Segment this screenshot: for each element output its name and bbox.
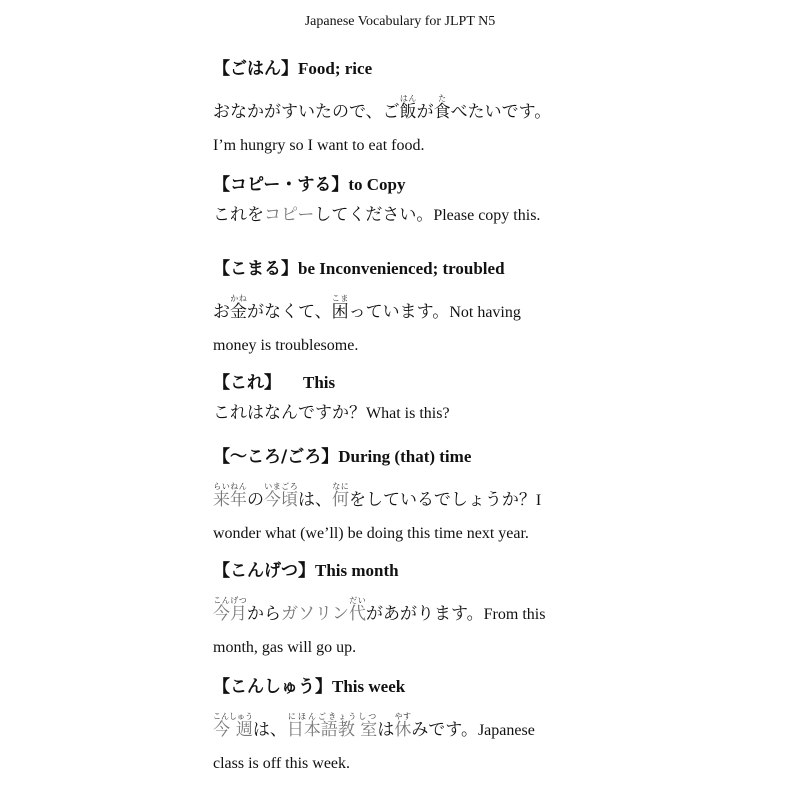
vocab-entry-koro-goro xyxy=(213,446,633,544)
ruby-word: 休やす xyxy=(394,712,412,740)
ruby-word: 食た xyxy=(433,94,451,122)
headword xyxy=(213,174,633,196)
sentence-text: ガソリン xyxy=(281,604,349,624)
translation: Japanese xyxy=(477,722,535,739)
ruby-word: 日本語教 室にほんごきょうしつ xyxy=(286,712,378,740)
sentence-text: べたいです。 xyxy=(450,102,552,122)
sentence-text: が xyxy=(416,102,434,122)
sentence-text: おなかがすいたので、ご xyxy=(213,102,400,122)
ruby-word: 代だい xyxy=(349,596,366,624)
example-sentence xyxy=(213,294,633,324)
sentence-text: してください。 xyxy=(314,205,434,225)
headword-english: This xyxy=(303,373,336,392)
headword-english: be Inconvenienced; troubled xyxy=(298,259,505,278)
translation: Please copy this. xyxy=(433,207,541,224)
vocab-entry-konshuu xyxy=(213,676,633,774)
headword-english: This month xyxy=(315,561,399,580)
translation-continued: class is off this week. xyxy=(213,755,351,772)
translation-continued: wonder what (we’ll) be doing this time next year. xyxy=(213,525,529,542)
ruby-word: 何なに xyxy=(332,482,349,510)
sentence-text: から xyxy=(247,604,281,624)
headword-japanese: 【こまる】 xyxy=(213,259,298,279)
vocab-entry-komaru xyxy=(213,258,633,356)
ruby-word: 金かね xyxy=(230,294,247,322)
sentence-text: みです。 xyxy=(411,720,478,740)
translation: From this xyxy=(483,606,546,623)
vocab-entry-kongetsu xyxy=(213,560,633,658)
sentence-text: お xyxy=(213,302,230,322)
example-sentence xyxy=(213,712,633,742)
headword xyxy=(213,560,633,582)
headword xyxy=(213,58,633,80)
headword-english: This week xyxy=(332,677,406,696)
headword-japanese: 【ごはん】 xyxy=(213,59,298,79)
sentence-text: これを xyxy=(213,205,264,225)
headword xyxy=(213,258,633,280)
headword xyxy=(213,676,633,698)
headword-english: During (that) time xyxy=(338,447,472,466)
translation: I’m hungry so I want to eat food. xyxy=(213,137,425,154)
page-header: Japanese Vocabulary for JLPT N5 xyxy=(304,14,496,29)
example-sentence xyxy=(213,402,633,425)
sentence-text: は xyxy=(377,720,395,740)
sentence-text: がなくて、 xyxy=(247,302,332,322)
headword xyxy=(213,372,633,394)
headword-english: to Copy xyxy=(348,175,406,194)
headword-japanese: 【こんしゅう】 xyxy=(213,677,332,697)
sentence-text: コピー xyxy=(264,205,315,225)
headword-japanese: 【コピー・する】 xyxy=(213,175,349,195)
translation: I xyxy=(535,492,542,509)
ruby-word: 今 週こんしゅう xyxy=(213,712,253,740)
headword-japanese: 【～ころ/ごろ】 xyxy=(213,447,339,467)
headword-english: Food; rice xyxy=(298,59,373,78)
translation: Not having xyxy=(449,304,521,321)
example-sentence xyxy=(213,482,633,512)
translation: What is this? xyxy=(366,405,450,422)
vocab-entry-kore xyxy=(213,372,633,425)
headword-japanese: 【これ】 xyxy=(213,373,281,393)
ruby-word: 困こま xyxy=(331,294,349,322)
sentence-text: これはなんですか？ xyxy=(213,403,366,423)
example-sentence xyxy=(213,596,633,626)
sentence-text: の xyxy=(247,490,264,510)
example-sentence xyxy=(213,94,633,123)
sentence-text: は、 xyxy=(298,490,332,510)
ruby-word: 今頃いまごろ xyxy=(264,482,298,510)
sentence-text: をしているでしょうか？ xyxy=(349,490,536,510)
vocab-entry-gohan xyxy=(213,58,633,155)
vocab-entry-kopii-suru xyxy=(213,174,633,227)
headword-japanese: 【こんげつ】 xyxy=(213,561,315,581)
headword xyxy=(213,446,633,468)
translation-continued: month, gas will go up. xyxy=(213,639,357,656)
example-sentence xyxy=(213,204,633,227)
sentence-text: は、 xyxy=(252,720,287,740)
sentence-text: があがります。 xyxy=(366,604,484,624)
sentence-text: っています。 xyxy=(348,302,450,322)
ruby-word: 今月こんげつ xyxy=(213,596,247,624)
ruby-word: 来年らいねん xyxy=(213,482,247,510)
translation-continued: money is troublesome. xyxy=(213,337,359,354)
ruby-word: 飯はん xyxy=(399,94,417,122)
